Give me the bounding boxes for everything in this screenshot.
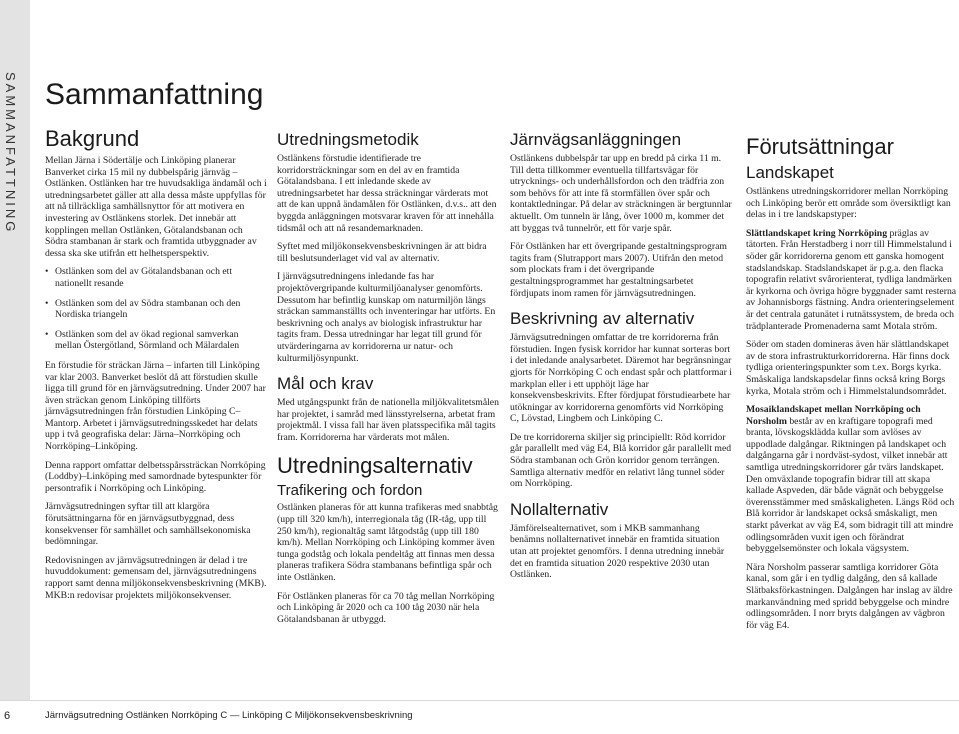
heading-forutsattningar: Förutsättningar [746, 134, 894, 159]
paragraph: Syftet med miljökonsekvensbeskrivningen är att bidra till beslutsunderlaget vid val av alternativ. [277, 241, 487, 264]
paragraph: Med utgångspunkt från de nationella miljökvalitetsmålen har projektet, i samråd med länsstyrelserna, arbetat fram projektmål. I vissa fall har även platsspecifika mål tagits fram. Korridorerna har värderats mot målen. [277, 397, 499, 443]
bullet-list [45, 266, 267, 352]
paragraph: Ostlänkens utredningskorridorer mellan Norrköping och Linköping berör ett område som översiktligt kan delas in i tre landskapstyper: [746, 186, 951, 221]
side-tab-label: SAMMANFATTNING [3, 72, 18, 235]
paragraph: Mellan Järna i Södertälje och Linköping planerar Banverket cirka 15 mil ny dubbelspårig järnväg – Ostlänken. Ostlänken har tre huvudsakliga ändamål och i utredningsarbetet gäller att alla dessa måste uppfyllas för att nå tillräckliga samhällsnyttor för att motivera en investering av Ostlänkens storlek. Det innebär att kopplingen mellan Ostlänken, Götalandsbanan och Södra stambanan är stark och framtida utbyggnader av dessa ska ske utifrån ett helhetsperspektiv. [45, 155, 267, 259]
paragraph: Denna rapport omfattar delbetsspårssträckan Norrköping (Loddby)–Linköping med samordnade bytespunkter för persontrafik i Norrköping och Linköping. [45, 459, 266, 494]
page-title: Sammanfattning [45, 78, 264, 111]
side-tab [0, 0, 30, 700]
column-1 [45, 126, 267, 608]
paragraph: I järnvägsutredningens inledande fas har projektövergripande kulturmiljöanalyser genomförts. Dessutom har befintlig kunskap om naturmiljön längs sträckan sammanställts och inventeringar har utförts. En beskrivning och analys av biologisk infrastruktur har tagits fram. Dessa utredningar har legat till grund för utvärderingarna av korridorerna ur natur- och kulturmiljösynpunkt. [277, 271, 496, 364]
heading-jarnvagsanlaggningen: Järnvägsanläggningen [510, 130, 682, 149]
page-number: 6 [4, 710, 11, 722]
heading-landskapet: Landskapet [746, 163, 834, 182]
paragraph: För Ostlänken har ett övergripande gestaltningsprogram tagits fram (Slutrapport mars 2007). Utifrån den metod som plockats fram i det övergripande gestaltningsprogrammet har gestaltningsarbetet fördjupats inom ramen för järnvägsutredningen. [510, 241, 727, 299]
paragraph: Jämförelsealternativet, som i MKB sammanhang benämns nollalternativet innebär en framtida situation utan att projektet genomförs. I denna utredning innebär det en framtida situation 2020 respektive 2030 utan Ostlänken. [510, 522, 725, 581]
list-item: • Ostlänken som del av Södra stambanan och den Nordiska triangeln [45, 298, 267, 321]
paragraph-body: består av en kraftigare topografi med branta, lövskogsklädda kullar som avlöses av uppodlade dalgångar. Riktningen på landskapet och dalgångarna går i nordväst-sydost, vilket innebär att samtliga utredningskorridorer går tvärs landskapet. Den omväxlande topografin bidrar till att skapa kallade Aspveden, där både vägnät och bebyggelse överensstämmer med småskaligheten. Längs Röd och Blå korridor är landskapet också småskaligt, men starkt påverkat av väg E4, som bidragit till att mindre odlingsområden vuxit igen och förändrat bebyggelsemönster och lokala vägsystem. [746, 415, 955, 555]
heading-beskrivning-av-alternativ: Beskrivning av alternativ [510, 309, 695, 329]
paragraph: En förstudie för sträckan Järna – infarten till Linköping var klar 2003. Banverket beslöt då att förstudien skulle ligga till grund för en järnvägsutredning. Under 2007 har även sträckan genom Linköping tillförts järnvägsutredningen från förstudien Linköping C–Mantorp. Arbetet i järnvägsutredningsskedet har delats upp i två geografiska delar: Järna–Norrköping och Norrköping–Linköping. [45, 359, 266, 453]
footer-text: Järnvägsutredning Ostlänken Norrköping C — Linköping C Miljökonsekvensbeskrivning [45, 710, 413, 721]
paragraph [746, 228, 958, 332]
paragraph: Ostlänkens förstudie identifierade tre korridorsträckningar som en del av en framtida Götalandsbana. I ett inledande skede av utredningsarbetet har dessa sträckningar värderats mot att de kan uppnå ändamålen för Ostlänken, d.v.s.. att den byggda anläggningen motsvarar kraven för att innehålla tidsmål och att nå resandemarknaden. [277, 153, 497, 234]
paragraph: Söder om staden domineras även här slättlandskapet av de stora infrastrukturkorridorerna. Här finns dock tydliga orienteringspunkter som t.ex. Borgs kyrka. Småskaliga landskapsdelar finns också kring Borgs kyrka, Motala ström och i Himmelstalundsområdet. [746, 339, 950, 397]
list-item: • Ostlänken som del av ökad regional samverkan mellan Östergötland, Sörmland och Mälardalen [45, 329, 267, 352]
column-4 [746, 134, 958, 638]
paragraph: Ostlänken planeras för att kunna trafikeras med snabbtåg (upp till 320 km/h), interregionala tåg (IR-tåg, upp till 250 km/h), regionaltåg samt låtgodståg (upp till 180 km/h). Mellan Norrköping och Linköping kommer även tunga godståg och lokala pendeltåg att finnas men dessa planeras trafikera Södra stambanans befintliga spår och inte Ostlänken. [277, 502, 498, 584]
heading-utredningsalternativ: Utredningsalternativ [277, 453, 473, 479]
heading-nollalternativ: Nollalternativ [510, 499, 609, 519]
paragraph: Järnvägsutredningen syftar till att klargöra förutsättningarna för en järnvägsutbyggnad, dess konsekvenser för samhället och samhällsekonomiska bedömningar. [45, 501, 251, 548]
bold-lead: Slättlandskapet kring Norrköping [746, 227, 888, 239]
paragraph-body: präglas av tätorten. Från Herstadberg i norr till Himmelstalund i söder går korridorerna genom ett ganska homogent stadslandskap. Stadslandskapet är p.g.a. den flacka topografin relativt svårorienterat, tydliga landmärken är kyrkorna och övriga högre byggnader samt resterna av Johannisborgs fästning. Andra orienteringselement är det centrala gatunätet i rutnätssystem, de breda och trädplanterade Promenaderna samt Motala ström. [746, 227, 957, 332]
paragraph: Nära Norsholm passerar samtliga korridorer Göta kanal, som går i en tydlig dalgång, den så kallade Slätbaksförkastningen. Dalgången har inslag av äldre markanvändning med spridd bebyggelse och mindre odlingsområden. I norr bryts dalgången av vägbron för väg E4. [746, 561, 953, 631]
paragraph: Redovisningen av järnvägsutredningen är delad i tre huvuddokument: gemensam del, järnvägsutredningens rapport samt denna miljökonsekvensbeskrivning (MKB). MKB:n redovisar projektets miljökonsekvenser. [45, 554, 267, 601]
heading-mal-och-krav: Mål och krav [277, 374, 374, 394]
column-2 [277, 130, 499, 632]
paragraph: Ostlänkens dubbelspår tar upp en bredd på cirka 11 m. Till detta tillkommer eventuella tillfartsvägar för utrycknings- och underhållsfordon och den trädfria zon som behövs för att inte få stormfällen över spår och kontaktledningar. På delar av sträckningen är bergtunnlar aktuellt. Om tunneln är lång, över 1000 m, kommer det att byggas två tunnelrör, ett för varje spår. [510, 153, 732, 234]
paragraph [746, 404, 958, 555]
paragraph: Järnvägsutredningen omfattar de tre korridorerna från förstudien. Ingen fysisk korridor har kunnat sorteras bort i det inledande analysarbetet. Däremot har begränsningar gjorts för Norrköping C och endast spår och plattformar i markplan eller i ett upphöjt läge har konsekvensbeskrivits. Efter fördjupat förstudiearbete har utökningar av korridorerna genomförts vid Norrköping C, Lövstad, Lingbem och Linköping C. [510, 332, 732, 425]
heading-utredningsmetodik: Utredningsmetodik [277, 130, 419, 149]
paragraph: För Ostlänken planeras för ca 70 tåg mellan Norrköping och Linköping år 2020 och ca 100 tåg 2030 när hela Götalandsbanan är utbyggd. [277, 590, 495, 625]
list-item: • Ostlänken som del av Götalandsbanan och ett nationellt resande [45, 266, 267, 289]
footer-divider [0, 700, 959, 701]
bold-lead: Mosaiklandskapet mellan Norrköping och Norsholm [746, 404, 921, 427]
column-3 [510, 130, 732, 588]
heading-trafikering: Trafikering och fordon [277, 482, 423, 500]
paragraph: De tre korridorerna skiljer sig principiellt: Röd korridor går parallellt med väg E4, Blå korridor går parallellt med Södra stambanan och Grön korridor genom terrängen. Samtliga alternativ medför en relativt lång tunnel söder om Norrköping. [510, 431, 732, 490]
heading-bakgrund: Bakgrund [45, 126, 140, 151]
